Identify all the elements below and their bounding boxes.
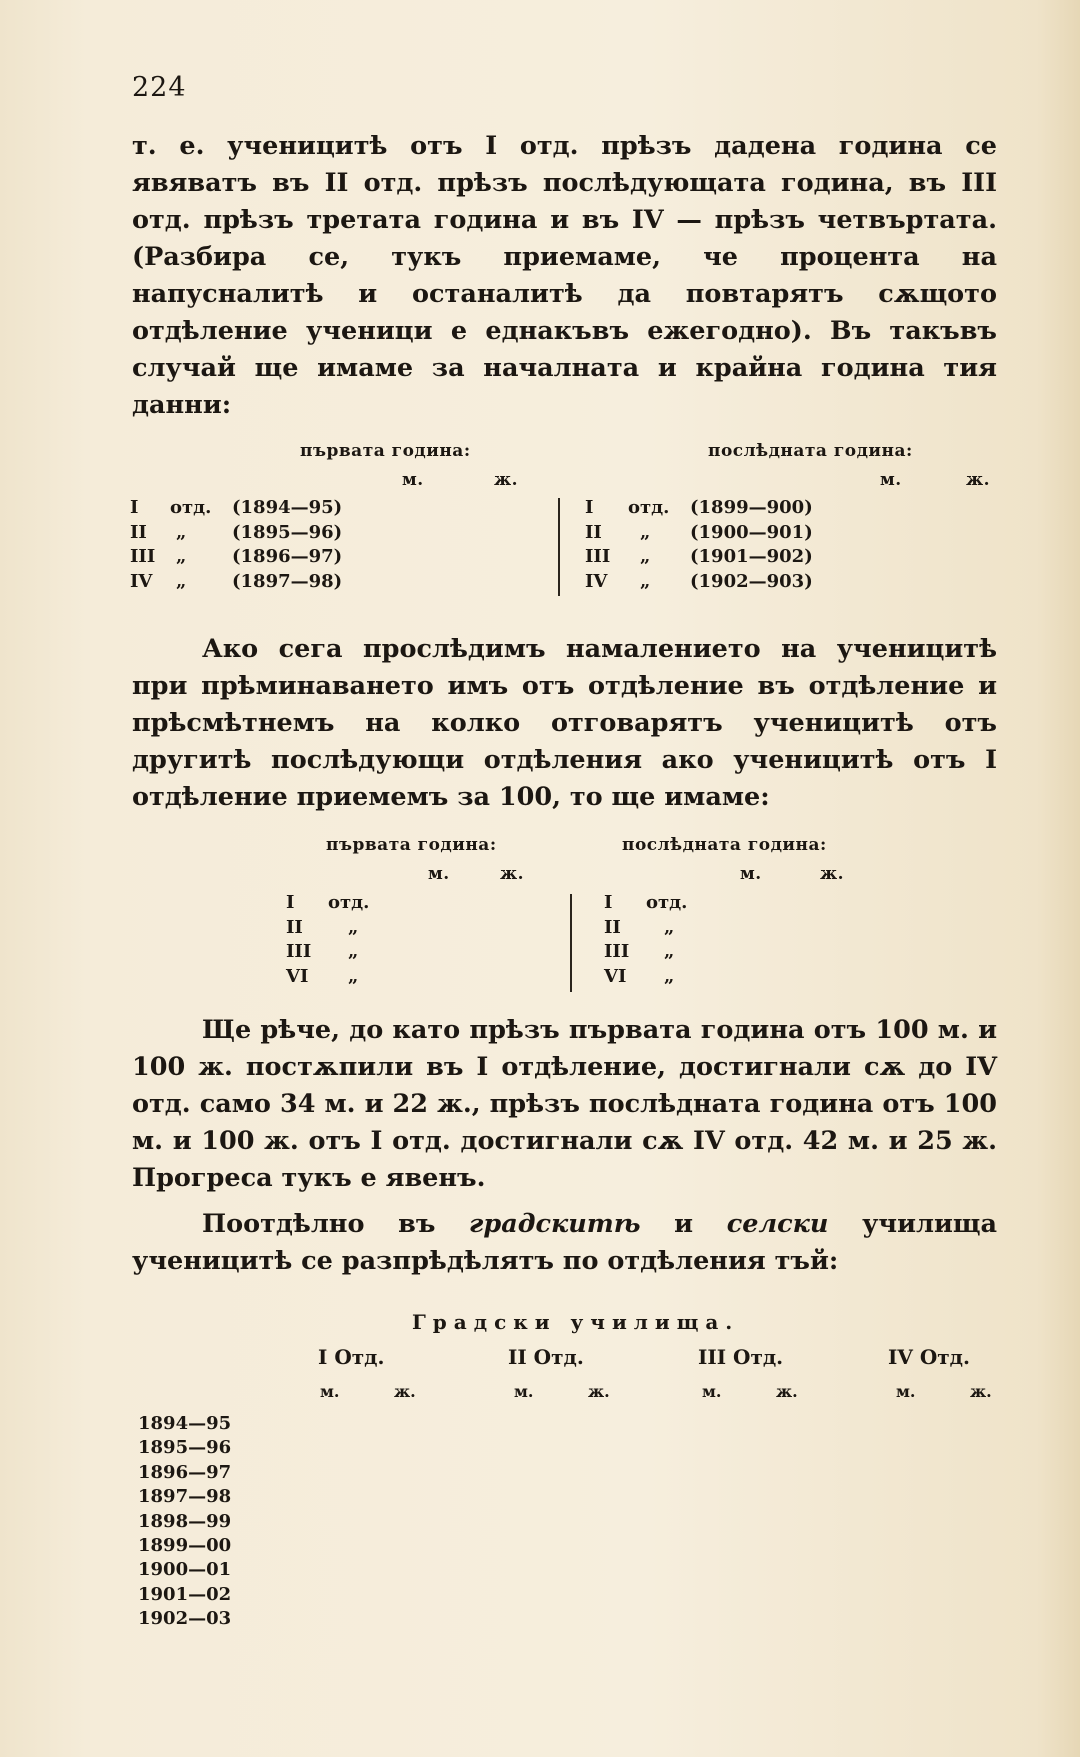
table1-left-div: III <box>130 546 156 567</box>
table1-right-title: послѣдната година: <box>708 441 913 461</box>
table1-right-years: (1902—903) <box>690 570 813 592</box>
table1-divider <box>558 498 560 596</box>
table1-left-m: м. <box>402 470 424 490</box>
table1-right-unit: „ <box>640 546 651 567</box>
table1-right-div: IV <box>585 570 608 592</box>
table2-left-unit: отд. <box>328 892 370 913</box>
table2-right-zh: ж. <box>820 864 845 884</box>
table3-year: 1898—99 <box>138 1510 232 1532</box>
table1-left-div: II <box>130 521 147 543</box>
table2-right-unit: „ <box>664 965 675 987</box>
table1-left-zh: ж. <box>494 470 519 490</box>
table3-year: 1895—96 <box>138 1437 232 1459</box>
table2-left-unit: „ <box>348 965 359 987</box>
table1-left-title: първата година: <box>300 441 471 461</box>
table1-right-years: (1901—902) <box>690 546 813 567</box>
table2-left-div: III <box>286 941 312 962</box>
table3-sub-m: м. <box>320 1382 340 1401</box>
table1-left-years: (1897—98) <box>232 570 343 592</box>
table1-right-unit: „ <box>640 521 651 543</box>
page-number: 224 <box>132 72 187 103</box>
paragraph-4 <box>132 1206 997 1280</box>
table1-right-years: (1900—901) <box>690 521 813 543</box>
table2-left-div: I <box>286 892 295 913</box>
table1-left-unit: „ <box>176 570 187 592</box>
table3-year: 1899—00 <box>138 1535 232 1556</box>
table3-group-header: IV Отд. <box>888 1345 970 1369</box>
p4-a: Поотдѣлно въ <box>202 1209 470 1239</box>
table2-left-div: II <box>286 916 303 938</box>
table1-right-zh: ж. <box>966 470 991 490</box>
table2-left-div: VI <box>286 965 309 987</box>
p4-e: училища ученицитѣ се разпрѣдѣлятъ по отдѣления тъй: <box>132 1209 997 1276</box>
table2-right-title: послѣдната година: <box>622 835 827 855</box>
table3-year: 1894—95 <box>138 1413 232 1434</box>
paragraph-2 <box>132 631 997 816</box>
table3-year: 1897—98 <box>138 1486 232 1508</box>
table2-left-title: първата година: <box>326 835 497 855</box>
table3-sub-m: м. <box>514 1382 534 1401</box>
table2-divider <box>570 894 572 992</box>
table2-right-div: II <box>604 916 621 938</box>
p4-urban: градскитѣ <box>469 1209 641 1239</box>
table2-left-zh: ж. <box>500 864 525 884</box>
table1-right-unit: отд. <box>628 497 670 518</box>
table2-right-div: III <box>604 941 630 962</box>
table2-right-div: VI <box>604 965 627 987</box>
paragraph-3 <box>132 1012 997 1197</box>
table2-left-unit: „ <box>348 941 359 962</box>
table3-sub-zh: ж. <box>588 1382 610 1401</box>
table1-right-div: I <box>585 497 594 518</box>
paragraph-2-text: Ако сега прослѣдимъ намалението на ученицитѣ при прѣминаването имъ отъ отдѣление въ отдѣление и прѣсмѣтнемъ на колко отговарятъ ученицитѣ отъ другитѣ послѣдующи отдѣления ако ученицитѣ отъ I отдѣление приемемъ за 100, то ще имаме: <box>132 634 997 812</box>
table1-right-div: III <box>585 546 611 567</box>
table3-sub-m: м. <box>896 1382 916 1401</box>
table1-right-years: (1899—900) <box>690 497 813 518</box>
table2-right-div: I <box>604 892 613 913</box>
table3-year: 1902—03 <box>138 1608 232 1630</box>
paragraph-3-text: Ще рѣче, до като прѣзъ първата година отъ 100 м. и 100 ж. постѫпили въ I отдѣление, достигнали сѫ до IV отд. само 34 м. и 22 ж., прѣзъ послѣдната година отъ 100 м. и 100 ж. отъ I отд. достигнали сѫ IV отд. 42 м. и 25 ж. Прогреса тукъ е явенъ. <box>132 1015 997 1193</box>
table3-sub-zh: ж. <box>776 1382 798 1401</box>
table3-year: 1900—01 <box>138 1559 232 1581</box>
table3-year: 1901—02 <box>138 1583 232 1605</box>
table3-group-header: II Отд. <box>508 1345 584 1369</box>
table2-left-m: м. <box>428 864 450 884</box>
table1-left-unit: „ <box>176 546 187 567</box>
table2-right-unit: „ <box>664 941 675 962</box>
table2-right-unit: „ <box>664 916 675 938</box>
table1-left-years: (1895—96) <box>232 521 343 543</box>
p4-rural: селски <box>726 1209 829 1239</box>
p4-c: и <box>640 1209 727 1239</box>
table1-left-years: (1896—97) <box>232 546 343 567</box>
table2-right-m: м. <box>740 864 762 884</box>
table3-year: 1896—97 <box>138 1461 232 1483</box>
table3-sub-m: м. <box>702 1382 722 1401</box>
table1-left-unit: отд. <box>170 497 212 518</box>
paragraph-1: т. е. ученицитѣ отъ I отд. прѣзъ дадена година се явяватъ въ II отд. прѣзъ послѣдующата година, въ III отд. прѣзъ третата година и въ IV — прѣзъ четвъртата. (Разбира се, тукъ приемаме, че процента на напусналитѣ и останалитѣ да повтарятъ сѫщото отдѣление ученици е еднакъвъ ежегодно). Въ такъвъ случай ще имаме за началната и крайна година тия данни: <box>132 131 997 420</box>
table1-left-div: I <box>130 497 139 518</box>
table3-sub-zh: ж. <box>394 1382 416 1401</box>
table1-left-unit: „ <box>176 521 187 543</box>
table1-right-unit: „ <box>640 570 651 592</box>
table2-left-unit: „ <box>348 916 359 938</box>
table3-group-header: III Отд. <box>698 1345 784 1369</box>
table3-group-header: I Отд. <box>318 1345 385 1369</box>
table3-sub-zh: ж. <box>970 1382 992 1401</box>
table3-title: Градски училища. <box>412 1310 740 1334</box>
table2-right-unit: отд. <box>646 892 688 913</box>
table1-right-div: II <box>585 521 602 543</box>
table1-left-years: (1894—95) <box>232 497 343 518</box>
table1-right-m: м. <box>880 470 902 490</box>
table1-left-div: IV <box>130 570 153 592</box>
